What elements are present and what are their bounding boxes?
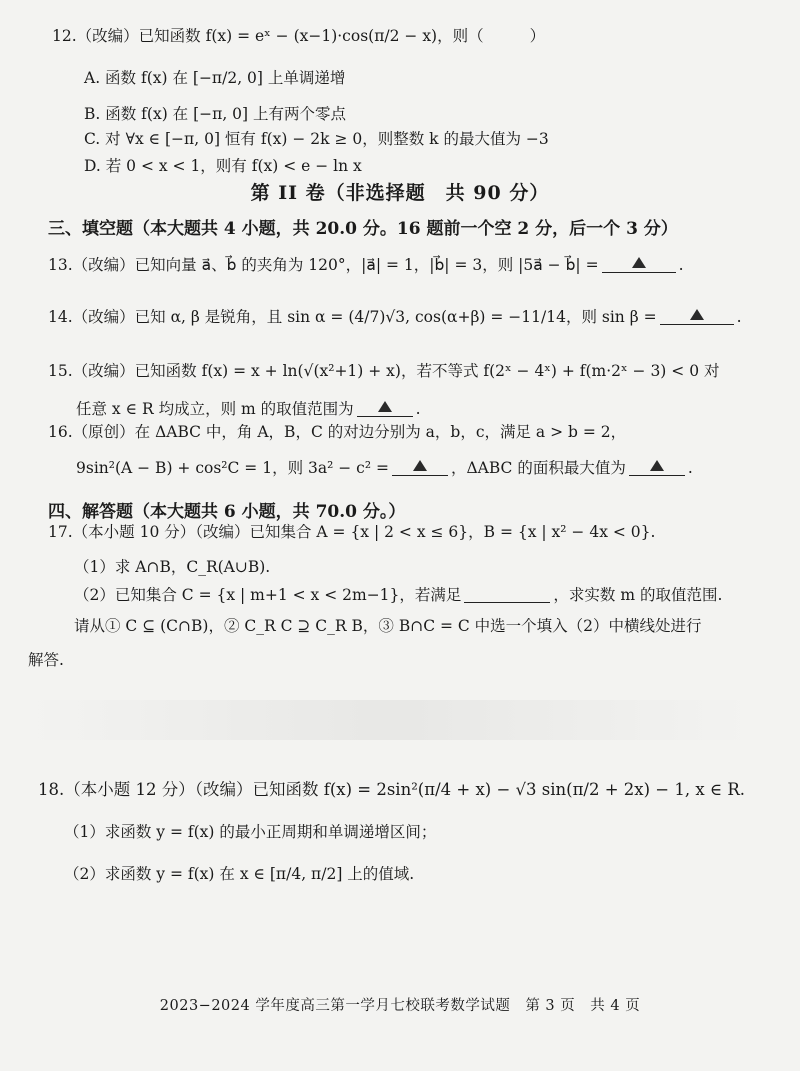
q16-text-1: 9sin²(A − B) + cos²C = 1，则 3a² − c² = [76, 459, 389, 477]
triangle-icon [690, 309, 704, 320]
q16-line2: 9sin²(A − B) + cos²C = 1，则 3a² − c² = ，ΔABC 的面积最大值为 . [76, 459, 693, 477]
q17-condition-blank[interactable] [464, 584, 550, 603]
part4-heading: 四、解答题（本大题共 6 小题，共 70.0 分。） [48, 502, 406, 522]
q13: 13.（改编）已知向量 a⃗、b⃗ 的夹角为 120°，|a⃗| = 1，|b⃗| = 3，则 |5a⃗ − b⃗| = . [48, 256, 684, 274]
q12-option-c: C. 对 ∀x ∈ [−π, 0] 恒有 f(x) − 2k ≥ 0，则整数 k 的最大值为 −3 [84, 130, 549, 148]
q14-answer-blank[interactable] [660, 306, 734, 325]
q14-text: 14.（改编）已知 α, β 是锐角，且 sin α = (4/7)√3, cos(α+β) = −11/14，则 sin β = [48, 308, 657, 326]
q17-part2 [74, 583, 722, 607]
q18-part1: （1）求函数 y = f(x) 的最小正周期和单调递增区间； [64, 823, 437, 841]
q16-answer-blank-2[interactable] [629, 457, 685, 476]
q18-part2: （2）求函数 y = f(x) 在 x ∈ [π/4, π/2] 上的值域. [64, 865, 415, 883]
q15-line1: 15.（改编）已知函数 f(x) = x + ln(√(x²+1) + x)，若不等式 f(2ˣ − 4ˣ) + f(m·2ˣ − 3) < 0 对 [48, 362, 720, 380]
q17-instruction-end: 解答. [28, 651, 64, 669]
q16-answer-blank-1[interactable] [392, 457, 448, 476]
q15-text: 任意 x ∈ R 均成立，则 m 的取值范围为 [76, 400, 354, 418]
q12-stem-end: ） [529, 27, 546, 45]
q15-line2: 任意 x ∈ R 均成立，则 m 的取值范围为 . [76, 400, 421, 418]
q14: 14.（改编）已知 α, β 是锐角，且 sin α = (4/7)√3, cos(α+β) = −11/14，则 sin β = . [48, 308, 742, 326]
q12-option-d: D. 若 0 < x < 1，则有 f(x) < e − ln x [84, 157, 362, 175]
triangle-icon [650, 460, 664, 471]
q18-stem: 18.（本小题 12 分）（改编）已知函数 f(x) = 2sin²(π/4 + x) − √3 sin(π/2 + 2x) − 1, x ∈ R. [38, 780, 746, 799]
q13-text: 13.（改编）已知向量 a⃗、b⃗ 的夹角为 120°，|a⃗| = 1，|b⃗| = 3，则 |5a⃗ − b⃗| = [48, 256, 599, 274]
q17-part2-text-b: ，求实数 m 的取值范围. [553, 586, 723, 604]
q13-answer-blank[interactable] [602, 254, 676, 273]
page-footer: 2023−2024 学年度高三第一学月七校联考数学试题 第 3 页 共 4 页 [159, 998, 641, 1014]
q17-stem: 17.（本小题 10 分）（改编）已知集合 A = {x | 2 < x ≤ 6}，B = {x | x² − 4x < 0}. [48, 523, 656, 541]
q17-instruction: 请从① C ⊆ (C∩B)，② C_R C ⊇ C_R B，③ B∩C = C 中选一个填入（2）中横线处进行 [74, 617, 702, 635]
q12-stem [52, 24, 545, 48]
part3-heading: 三、填空题（本大题共 4 小题，共 20.0 分。16 题前一个空 2 分，后一个 3 分） [48, 219, 678, 239]
q15-answer-blank[interactable] [357, 398, 413, 417]
q12-option-a: A. 函数 f(x) 在 [−π/2, 0] 上单调递增 [84, 69, 346, 87]
q17-part1: （1）求 A∩B，C_R(A∪B). [74, 558, 271, 576]
triangle-icon [378, 401, 392, 412]
q17-part2-text-a: （2）已知集合 C = {x | m+1 < x < 2m−1}，若满足 [74, 586, 462, 604]
q12-stem-text: 12.（改编）已知函数 f(x) = eˣ − (x−1)·cos(π/2 − x)，则（ [52, 27, 484, 45]
section-ii-title: 第 II 卷（非选择题 共 90 分） [250, 182, 550, 204]
answer-space [30, 700, 750, 740]
q16-line1: 16.（原创）在 ΔABC 中，角 A，B，C 的对边分别为 a，b，c，满足 a > b = 2， [48, 423, 627, 441]
triangle-icon [413, 460, 427, 471]
q12-option-b: B. 函数 f(x) 在 [−π, 0] 上有两个零点 [84, 105, 347, 123]
triangle-icon [632, 257, 646, 268]
q16-text-2: ，ΔABC 的面积最大值为 [450, 459, 626, 477]
